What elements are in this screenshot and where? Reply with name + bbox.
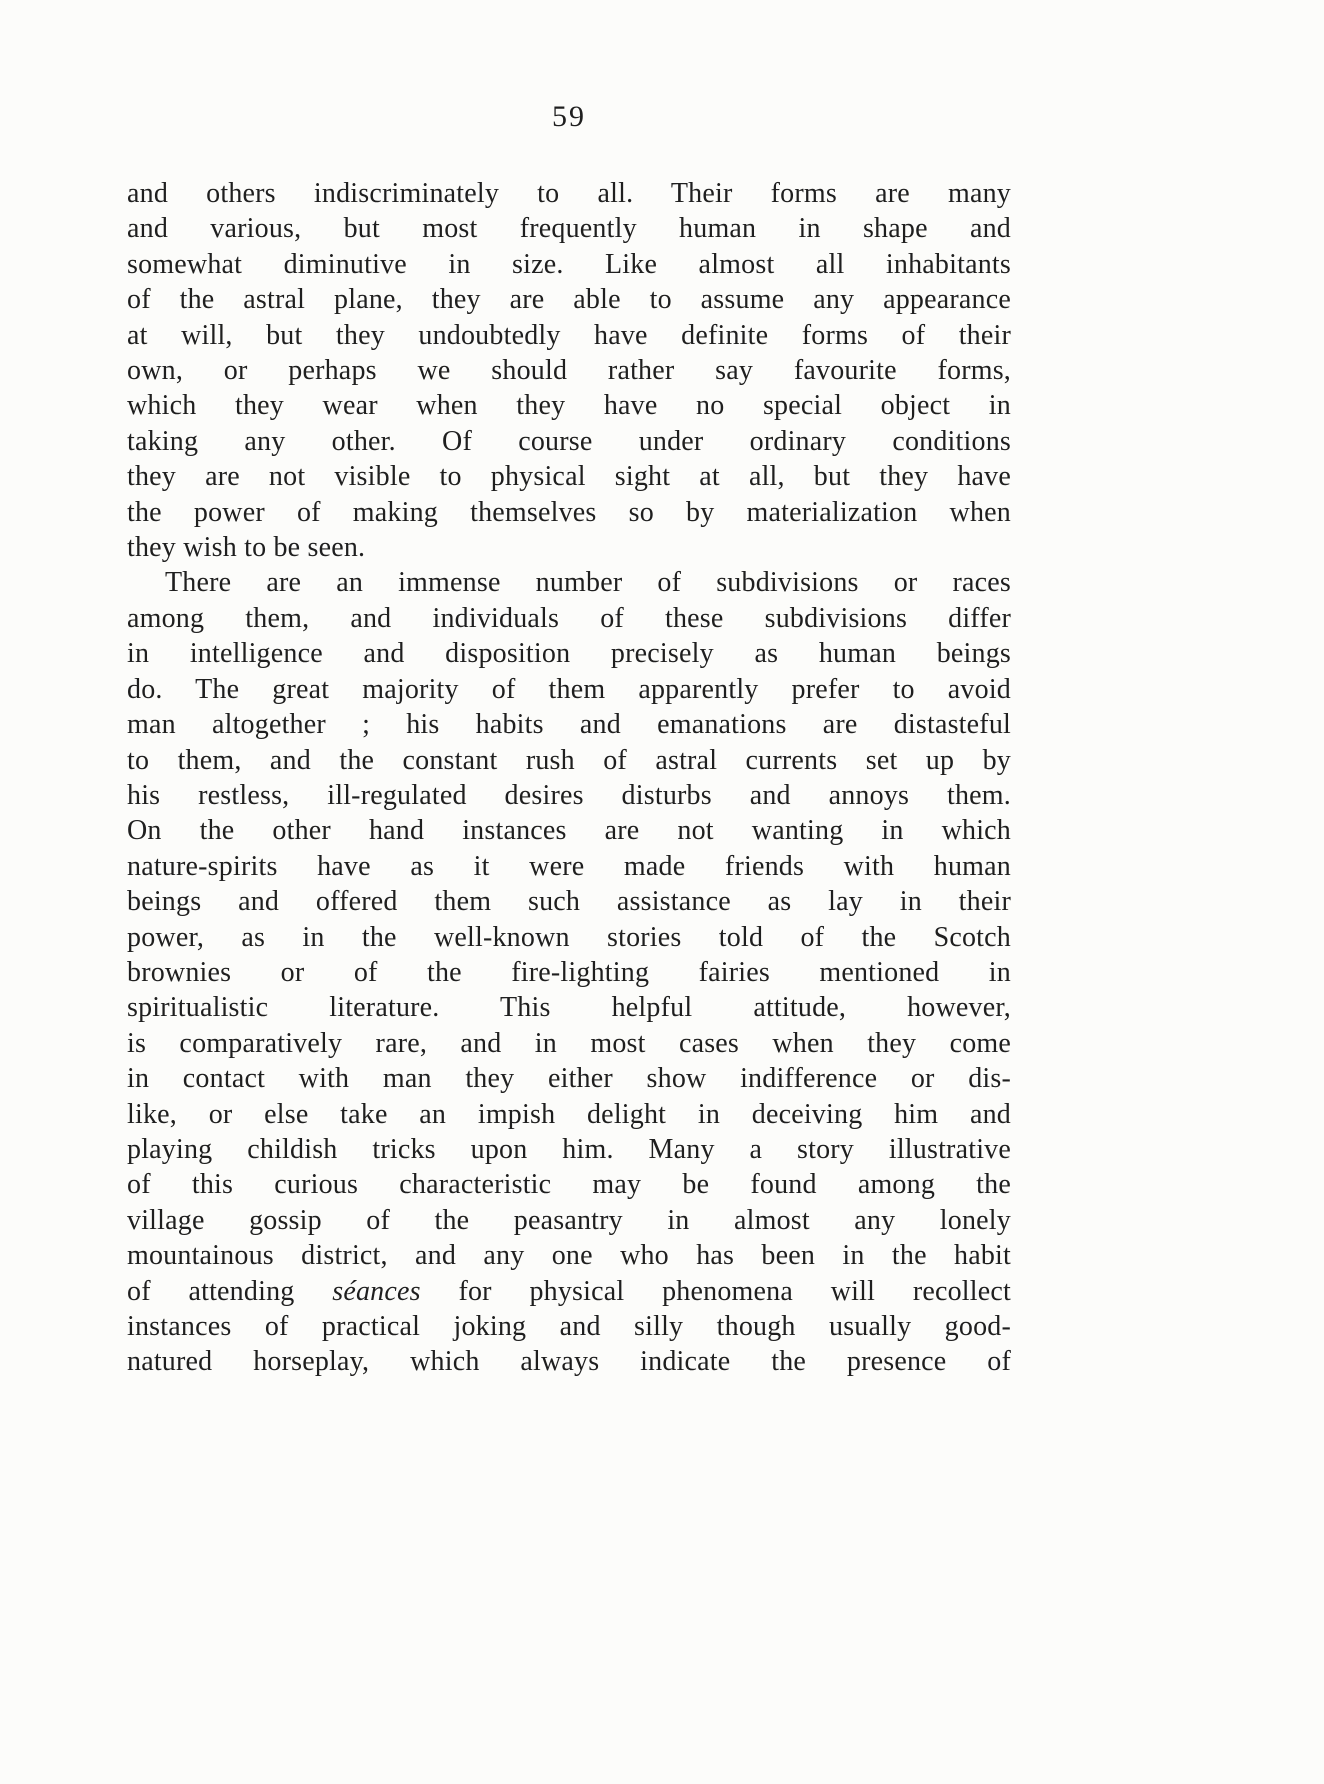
text-line: taking any other. Of course under ordinary conditions [127,425,1011,457]
text-line: is comparatively rare, and in most cases when they come [127,1027,1011,1059]
text-line: spiritualistic literature. This helpful attitude, however, [127,992,1011,1024]
text-line: playing childish tricks upon him. Many a story illustrative [127,1133,1011,1165]
line-segment: of attending [127,1275,333,1307]
text-line: do. The great majority of them apparently prefer to avoid [127,673,1011,705]
text-line: to them, and the constant rush of astral currents set up by [127,744,1011,776]
text-line: of the astral plane, they are able to assume any appearance [127,284,1011,316]
text-line: village gossip of the peasantry in almost any lonely [127,1204,1011,1236]
text-line: the power of making themselves so by materialization when [127,496,1011,528]
text-line: mountainous district, and any one who has been in the habit [127,1240,1011,1272]
text-line: somewhat diminutive in size. Like almost all inhabitants [127,248,1011,280]
text-line: they wish to be seen. [127,532,366,564]
text-line: at will, but they undoubtedly have definite forms of their [127,319,1011,351]
text-line: There are an immense number of subdivisions or races [165,567,1011,599]
text-line: of this curious characteristic may be found among the [127,1169,1011,1201]
paragraph [127,565,1011,1379]
text-line: and others indiscriminately to all. Their forms are many [127,178,1011,209]
text-line: and various, but most frequently human in shape and [127,213,1011,245]
text-line: man altogether ; his habits and emanations are distasteful [127,709,1011,741]
line-segment: for physical phenomena will recollect [420,1275,1011,1307]
text-line: beings and offered them such assistance as lay in their [127,886,1011,918]
text-line: power, as in the well-known stories told of the Scotch [127,921,1011,953]
text-line: they are not visible to physical sight at all, but they have [127,461,1011,493]
text-line: natured horseplay, which always indicate the presence of [127,1346,1011,1378]
text-line: own, or perhaps we should rather say favourite forms, [127,355,1011,387]
text-line: in contact with man they either show indifference or dis- [127,1063,1011,1095]
text-line: like, or else take an impish delight in deceiving him and [127,1098,1011,1130]
text-line: nature-spirits have as it were made friends with human [127,850,1011,882]
page-number: 59 [552,100,586,133]
text-line: which they wear when they have no special object in [127,390,1011,422]
text-line: among them, and individuals of these subdivisions differ [127,602,1011,634]
text-line: On the other hand instances are not wanting in which [127,815,1011,847]
text-block [127,176,1011,1380]
text-line: instances of practical joking and silly though usually good- [127,1311,1011,1342]
text-line: in intelligence and disposition precisely as human beings [127,638,1011,670]
text-line: brownies or of the fire-lighting fairies mentioned in [127,956,1011,988]
text-line [127,1274,1011,1309]
text-line: his restless, ill-regulated desires disturbs and annoys them. [127,779,1011,811]
paragraph [127,176,1011,565]
italic-word: séances [332,1275,421,1307]
